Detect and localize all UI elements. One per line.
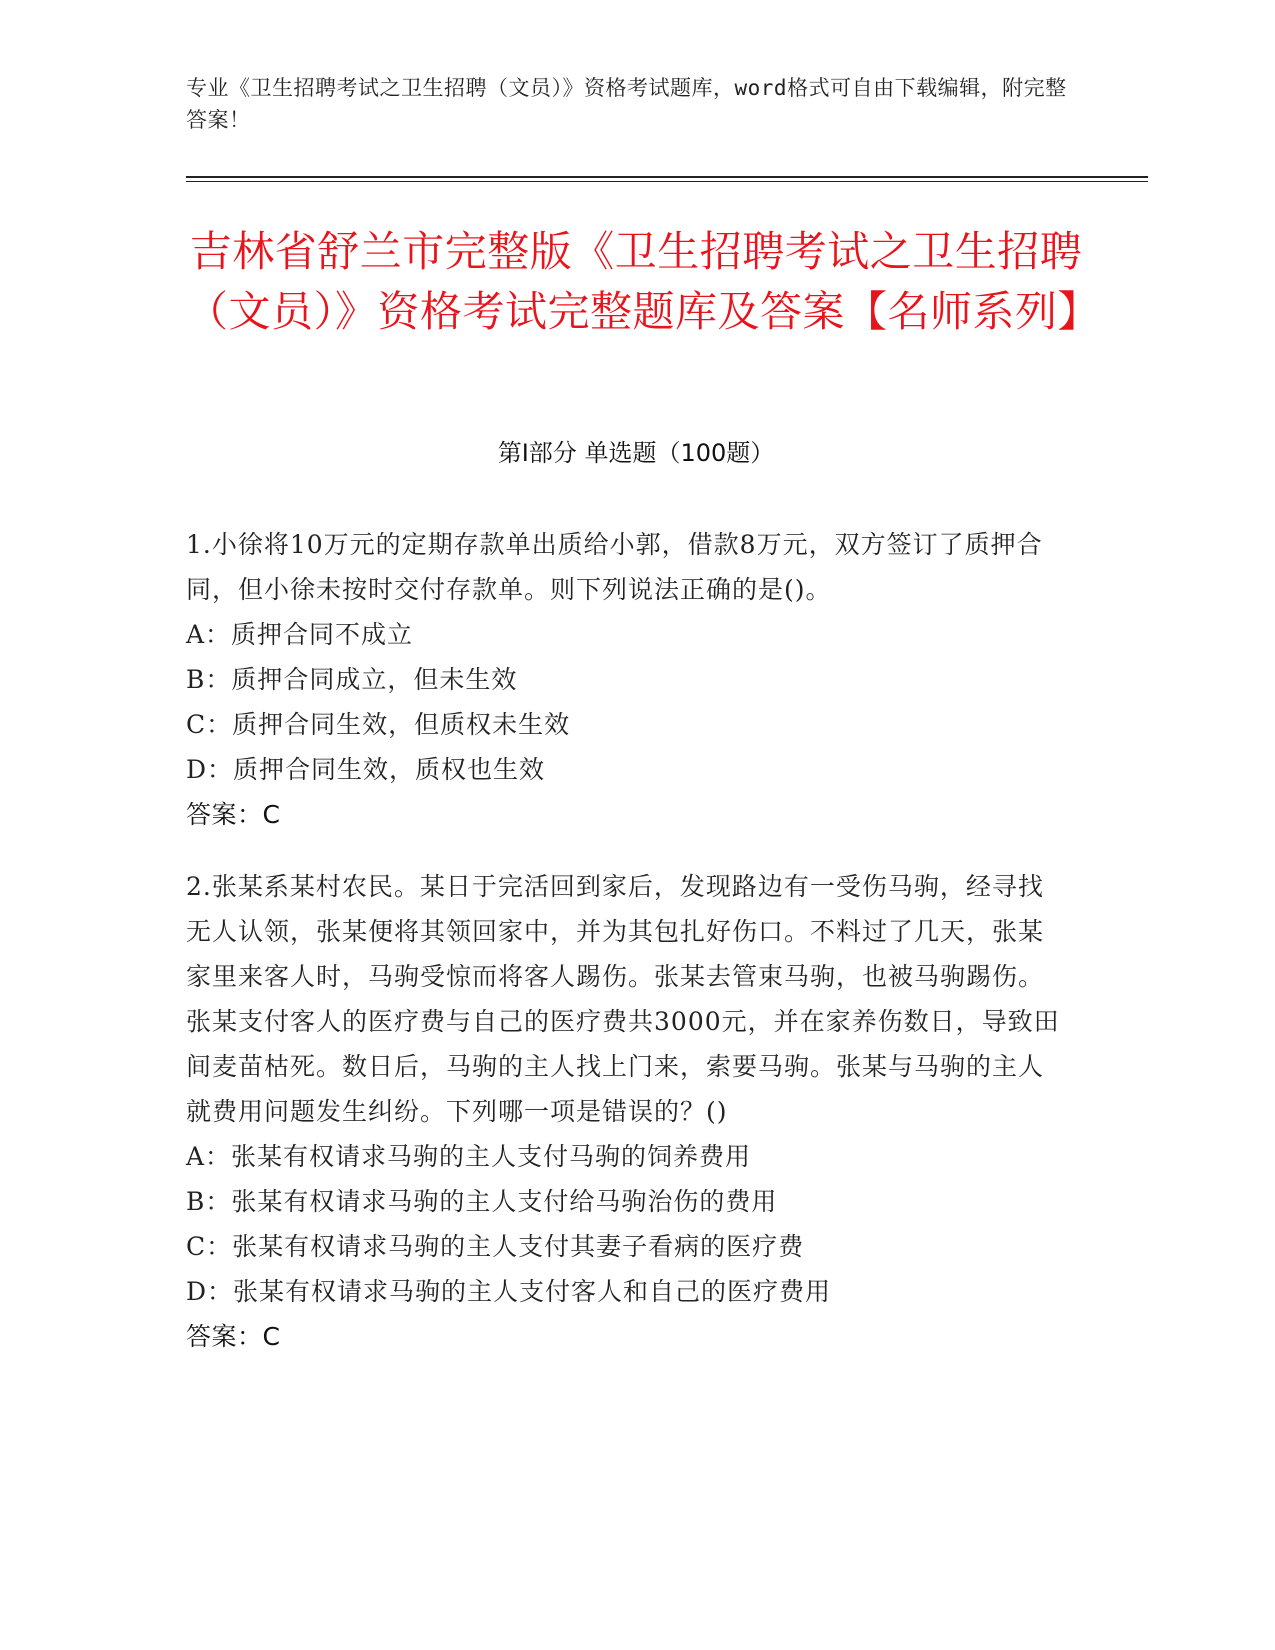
- question-stem: 1.小徐将10万元的定期存款单出质给小郭，借款8万元，双方签订了质押合同，但小徐未按时交付存款单。则下列说法正确的是()。: [186, 530, 1043, 604]
- option-b: B：质押合同成立，但未生效: [186, 665, 518, 694]
- question-2: [186, 864, 1066, 1359]
- header-divider-thick: [186, 176, 1148, 178]
- header-note: 专业《卫生招聘考试之卫生招聘（文员）》资格考试题库，word格式可自由下载编辑，附完整答案！: [186, 76, 1067, 132]
- option-a: A：张某有权请求马驹的主人支付马驹的饲养费用: [186, 1142, 752, 1171]
- document-title: 吉林省舒兰市完整版《卫生招聘考试之卫生招聘（文员）》资格考试完整题库及答案【名师系列】: [186, 227, 1101, 336]
- answer-line: 答案：C: [186, 1322, 281, 1351]
- option-c: C：张某有权请求马驹的主人支付其妻子看病的医疗费: [186, 1232, 805, 1261]
- question-stem: 2.张某系某村农民。某日于完活回到家后，发现路边有一受伤马驹，经寻找无人认领，张某便将其领回家中，并为其包扎好伤口。不料过了几天，张某家里来客人时，马驹受惊而将客人踢伤。张某去管束马驹，也被马驹踢伤。张某支付客人的医疗费与自己的医疗费共3000元，并在家养伤数日，导致田间麦苗枯死。数日后，马驹的主人找上门来，索要马驹。张某与马驹的主人就费用问题发生纠纷。下列哪一项是错误的？(): [186, 872, 1060, 1126]
- answer-line: 答案：C: [186, 800, 281, 829]
- option-d: D：质押合同生效，质权也生效: [186, 755, 546, 784]
- section-title: 第Ⅰ部分 单选题（100题）: [497, 439, 775, 467]
- question-1: [186, 522, 1066, 837]
- option-a: A：质押合同不成立: [186, 620, 414, 649]
- option-d: D：张某有权请求马驹的主人支付客人和自己的医疗费用: [186, 1277, 832, 1306]
- header-divider-thin: [186, 181, 1148, 182]
- option-b: B：张某有权请求马驹的主人支付给马驹治伤的费用: [186, 1187, 778, 1216]
- option-c: C：质押合同生效，但质权未生效: [186, 710, 571, 739]
